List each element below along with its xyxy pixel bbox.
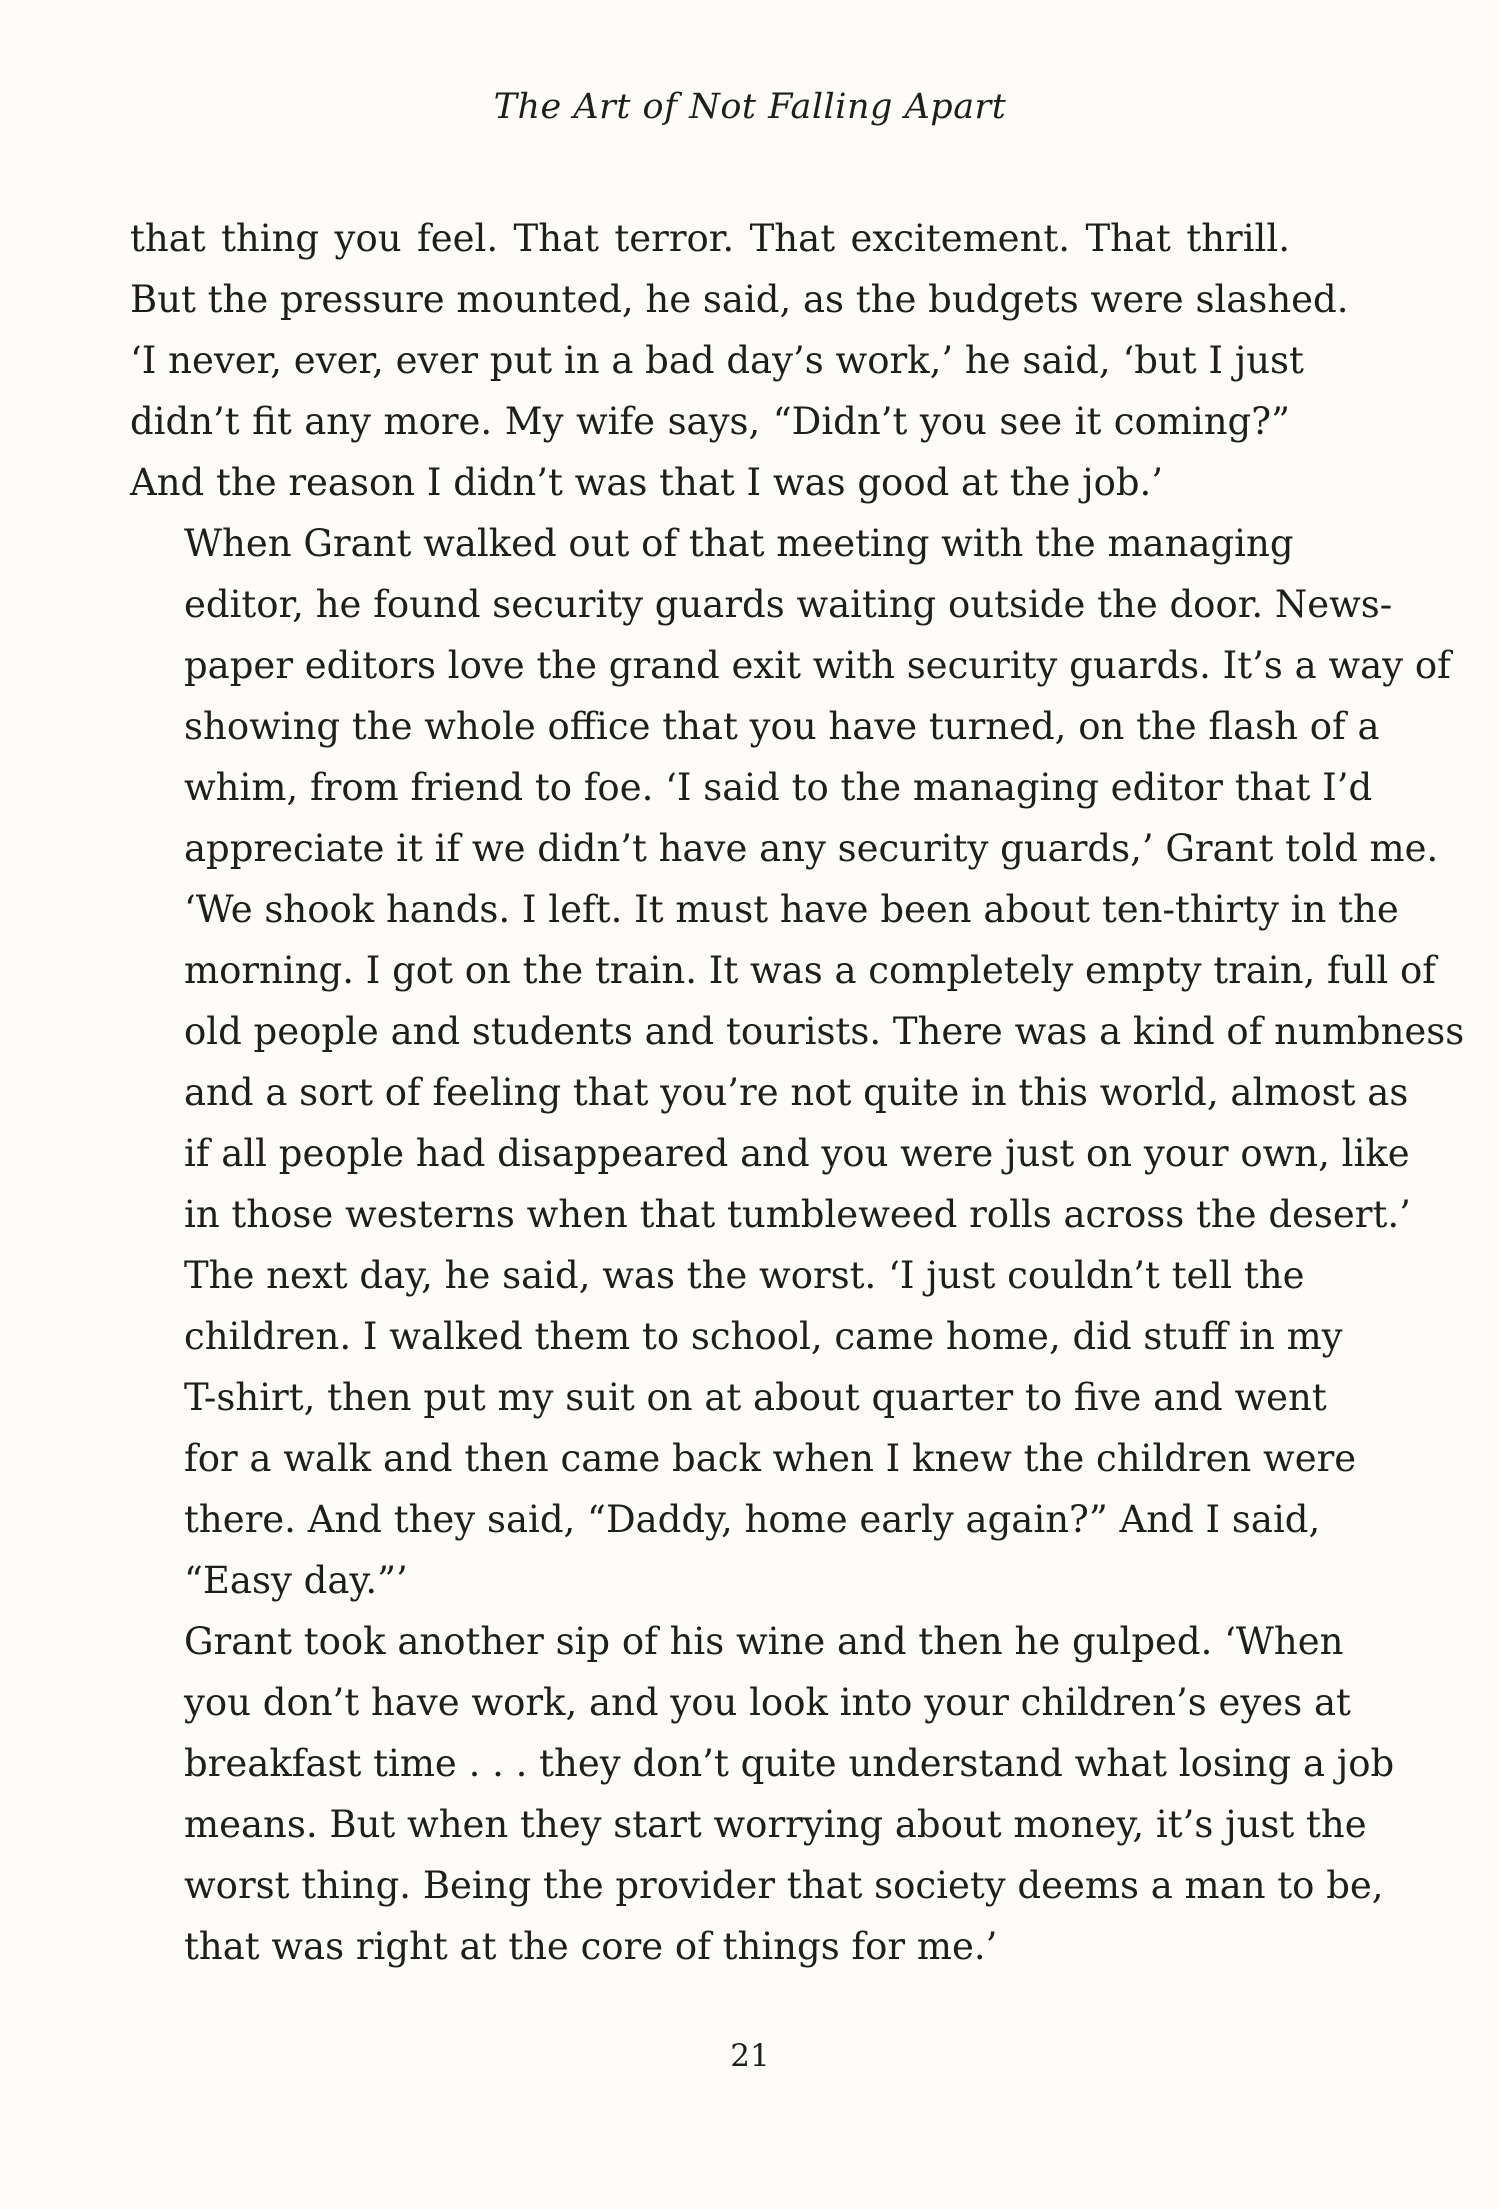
- text-line: breakfast time . . . they don’t quite understand what losing a job: [184, 1742, 1395, 1785]
- paragraph-4: [130, 1611, 1395, 1977]
- text-line: whim, from friend to foe. ‘I said to the managing editor that I’d: [184, 766, 1373, 809]
- running-head: The Art of Not Falling Apart: [493, 87, 1007, 127]
- text-line: T-shirt, then put my suit on at about quarter to five and went: [184, 1376, 1327, 1419]
- body-text: [130, 208, 1465, 1977]
- text-line: children. I walked them to school, came home, did stuff in my: [184, 1315, 1343, 1358]
- text-line: old people and students and tourists. There was a kind of numbness: [184, 1010, 1465, 1053]
- page-number: 21: [730, 2038, 770, 2074]
- text-line: in those westerns when that tumbleweed rolls across the desert.’: [184, 1193, 1411, 1236]
- text-line: And the reason I didn’t was that I was good at the job.’: [130, 461, 1164, 504]
- paragraph-3: [130, 1245, 1357, 1611]
- text-line: “Easy day.”’: [184, 1559, 408, 1602]
- text-line: that thing you feel. That terror. That excitement. That thrill.: [130, 217, 1290, 260]
- text-line: that was right at the core of things for me.’: [184, 1925, 998, 1968]
- text-line: editor, he found security guards waiting outside the door. News-: [184, 583, 1393, 626]
- text-line: Grant took another sip of his wine and then he gulped. ‘When: [184, 1620, 1344, 1663]
- text-line: if all people had disappeared and you were just on your own, like: [184, 1132, 1410, 1175]
- text-line: for a walk and then came back when I knew the children were: [184, 1437, 1357, 1480]
- text-line: appreciate it if we didn’t have any security guards,’ Grant told me.: [184, 827, 1439, 870]
- text-line: The next day, he said, was the worst. ‘I just couldn’t tell the: [184, 1254, 1305, 1297]
- paragraph-1: [130, 208, 1349, 513]
- text-line: When Grant walked out of that meeting with the managing: [184, 522, 1294, 565]
- text-line: there. And they said, “Daddy, home early again?” And I said,: [184, 1498, 1321, 1541]
- text-line: showing the whole office that you have turned, on the flash of a: [184, 705, 1380, 748]
- text-line: ‘I never, ever, ever put in a bad day’s work,’ he said, ‘but I just: [130, 339, 1304, 382]
- text-line: means. But when they start worrying about money, it’s just the: [184, 1803, 1367, 1846]
- text-line: ‘We shook hands. I left. It must have been about ten-thirty in the: [184, 888, 1399, 931]
- text-line: But the pressure mounted, he said, as the budgets were slashed.: [130, 278, 1349, 321]
- text-line: you don’t have work, and you look into your children’s eyes at: [184, 1681, 1351, 1724]
- text-line: didn’t fit any more. My wife says, “Didn’t you see it coming?”: [130, 400, 1290, 443]
- paragraph-2: [130, 513, 1465, 1245]
- text-line: morning. I got on the train. It was a completely empty train, full of: [184, 949, 1436, 992]
- text-line: paper editors love the grand exit with security guards. It’s a way of: [184, 644, 1451, 687]
- text-line: and a sort of feeling that you’re not quite in this world, almost as: [184, 1071, 1409, 1114]
- text-line: worst thing. Being the provider that society deems a man to be,: [184, 1864, 1384, 1907]
